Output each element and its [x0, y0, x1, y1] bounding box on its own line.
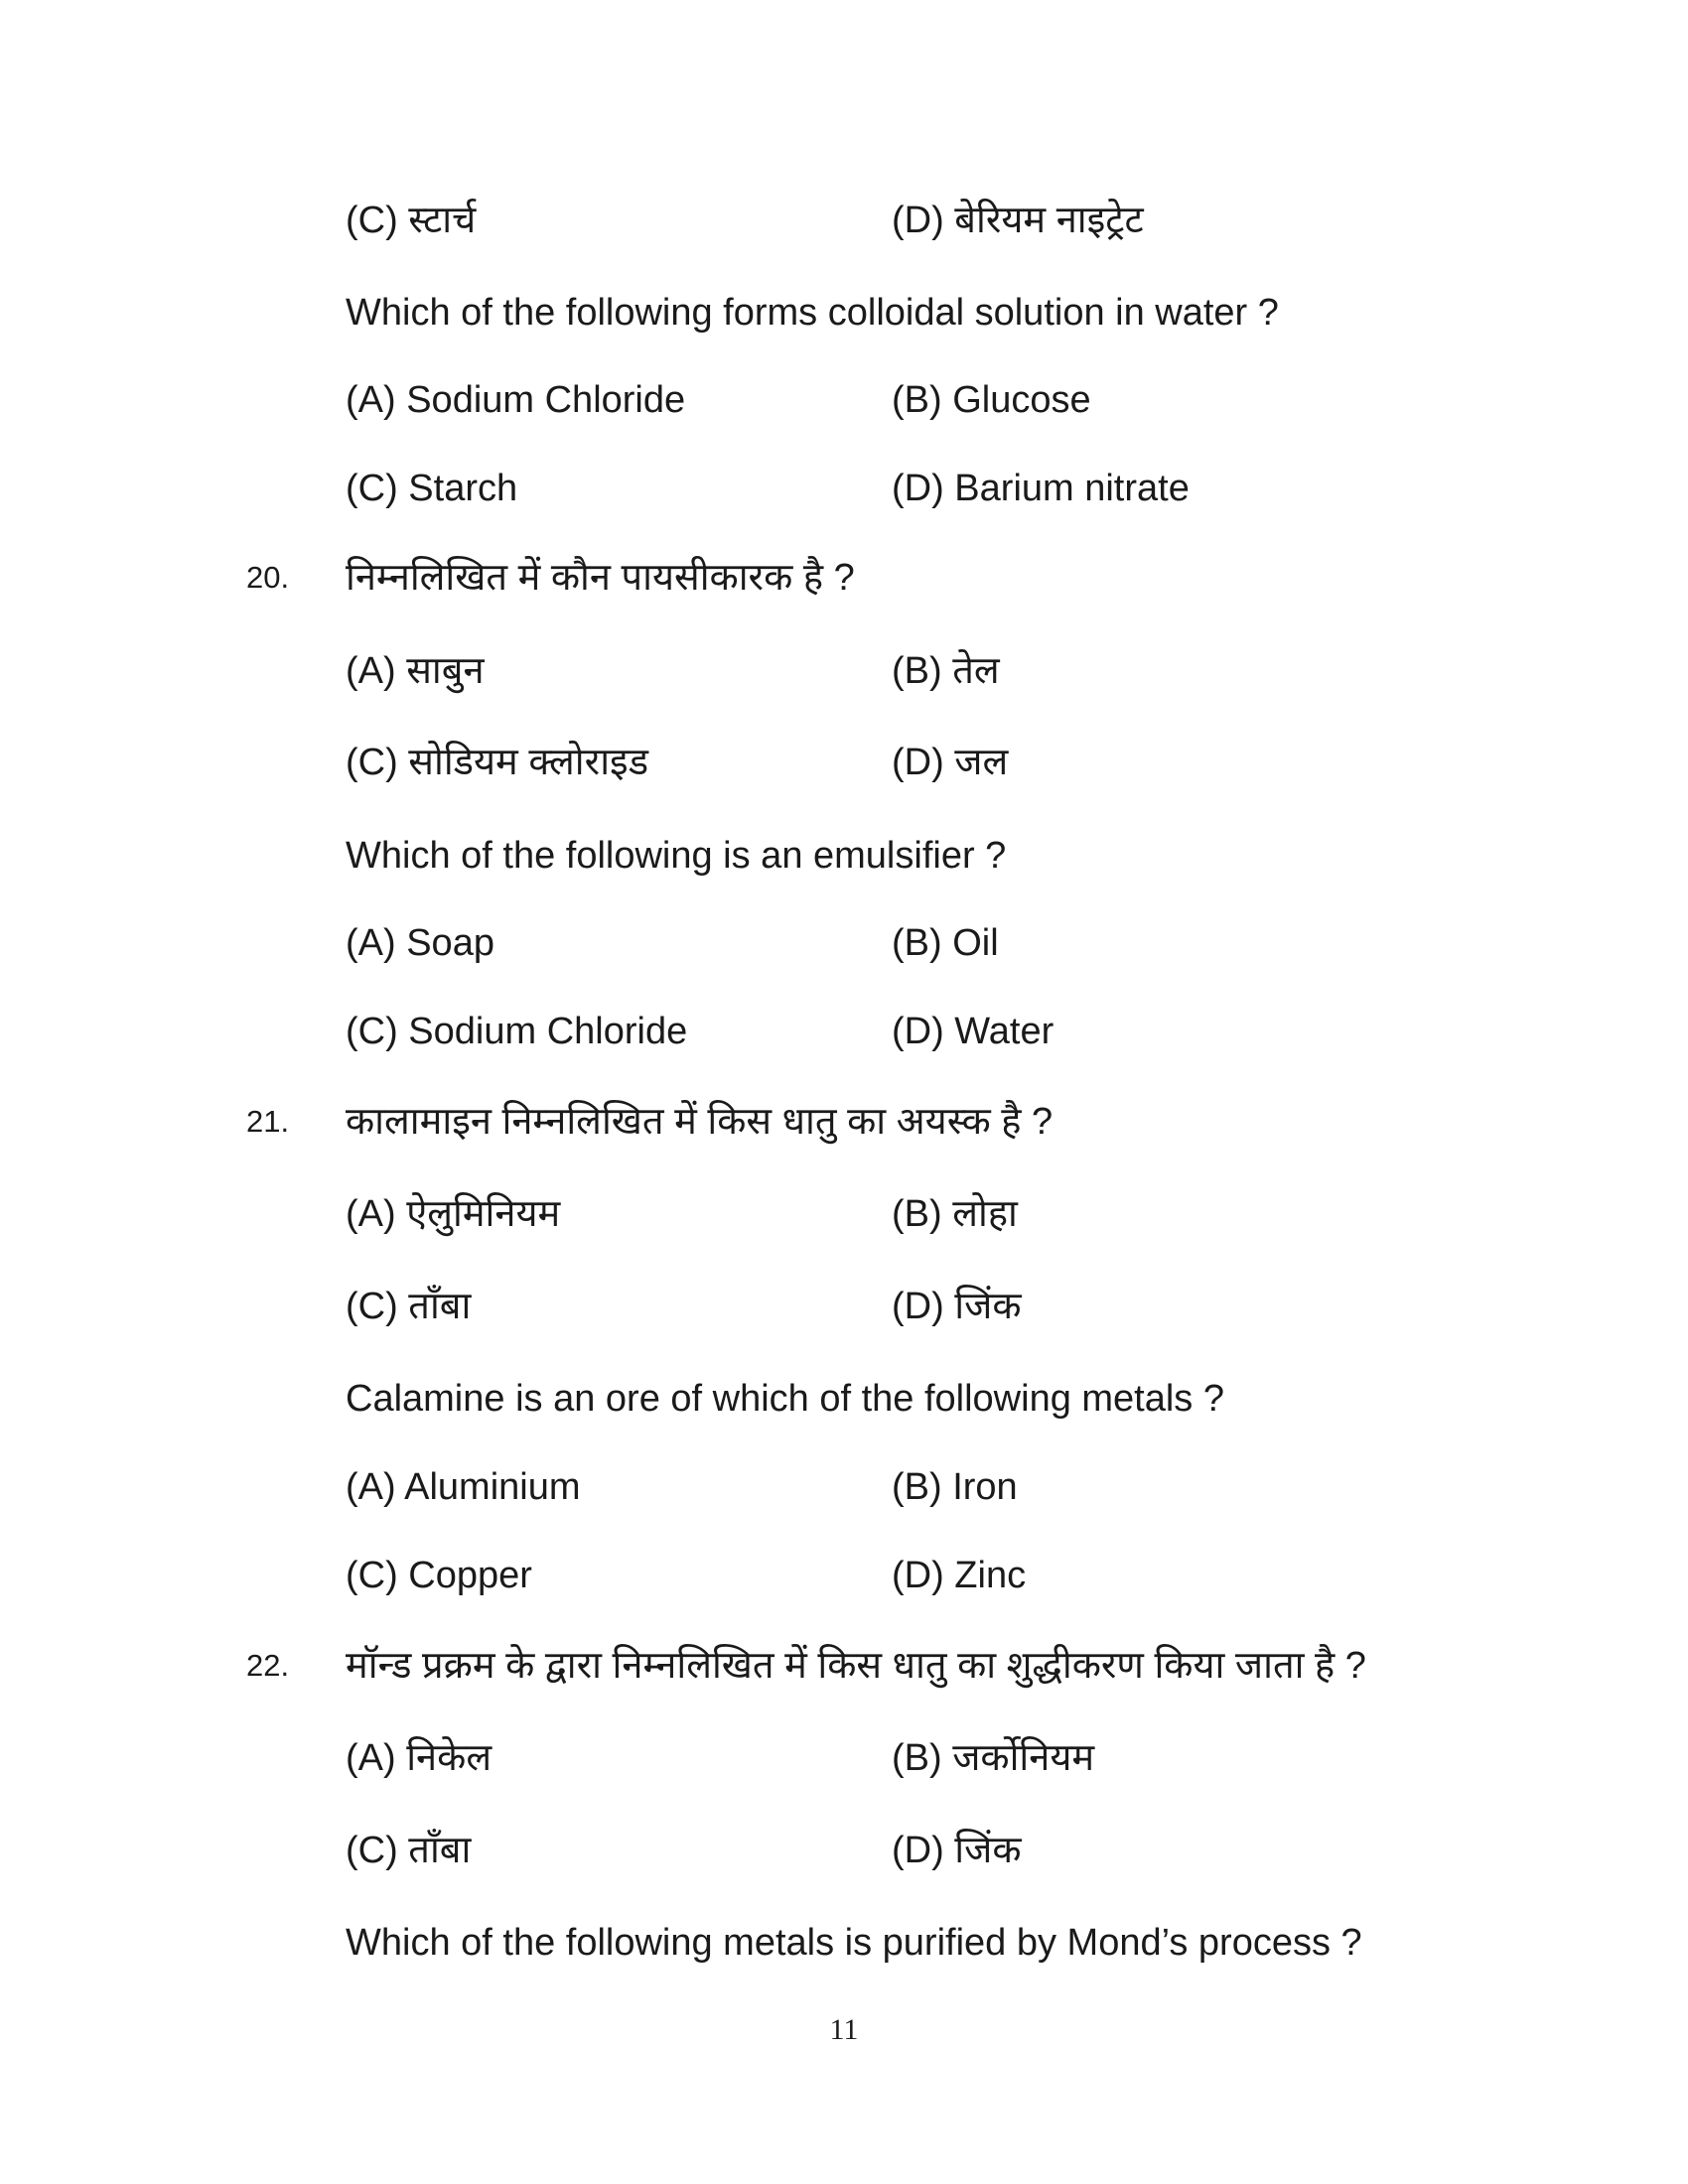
option-b: (B) लोहा — [892, 1193, 1018, 1235]
option-d: (D) जिंक — [892, 1830, 1022, 1871]
question-text: निम्नलिखित में कौन पायसीकारक है ? — [346, 557, 855, 599]
option-d: (D) बेरियम नाइट्रेट — [892, 200, 1144, 241]
option-b: (B) Iron — [892, 1466, 1018, 1508]
option-d: (D) Zinc — [892, 1555, 1027, 1596]
option-c: (C) सोडियम क्लोराइड — [346, 742, 649, 783]
question-text: Which of the following is an emulsifier ? — [346, 835, 1007, 877]
option-c: (C) Sodium Chloride — [346, 1011, 688, 1052]
question-number: 22. — [246, 1648, 290, 1683]
option-a: (A) निकेल — [346, 1737, 492, 1779]
option-d: (D) Water — [892, 1011, 1055, 1052]
option-a: (A) Soap — [346, 922, 494, 964]
option-d: (D) जिंक — [892, 1286, 1022, 1327]
page-number: 11 — [829, 2013, 859, 2046]
option-b: (B) तेल — [892, 650, 1000, 692]
question-text: कालामाइन निम्नलिखित में किस धातु का अयस्क है ? — [346, 1101, 1054, 1143]
option-b: (B) Oil — [892, 922, 999, 964]
option-b: (B) जर्कोनियम — [892, 1737, 1095, 1779]
option-d: (D) Barium nitrate — [892, 468, 1190, 509]
question-text: Calamine is an ore of which of the following metals ? — [346, 1378, 1225, 1420]
question-number: 21. — [246, 1104, 290, 1139]
question-number: 20. — [246, 560, 290, 595]
option-b: (B) Glucose — [892, 379, 1091, 421]
option-a: (A) साबुन — [346, 650, 485, 692]
option-a: (A) Sodium Chloride — [346, 379, 686, 421]
question-text: Which of the following metals is purified by Mond’s process ? — [346, 1922, 1362, 1964]
option-c: (C) Starch — [346, 468, 518, 509]
option-c: (C) स्टार्च — [346, 200, 477, 241]
option-c: (C) ताँबा — [346, 1286, 472, 1327]
option-c: (C) ताँबा — [346, 1830, 472, 1871]
option-a: (A) ऐलुमिनियम — [346, 1193, 561, 1235]
question-text: मॉन्ड प्रक्रम के द्वारा निम्नलिखित में किस धातु का शुद्धीकरण किया जाता है ? — [346, 1645, 1366, 1687]
option-a: (A) Aluminium — [346, 1466, 581, 1508]
option-d: (D) जल — [892, 742, 1009, 783]
question-text: Which of the following forms colloidal solution in water ? — [346, 292, 1279, 334]
option-c: (C) Copper — [346, 1555, 532, 1596]
